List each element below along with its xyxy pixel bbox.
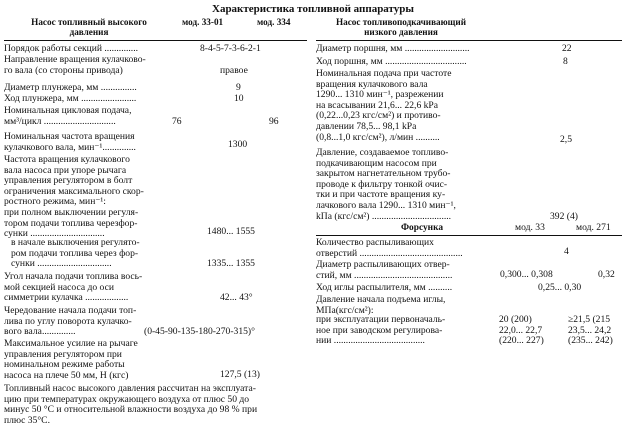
header-rule — [4, 40, 307, 41]
row-value: (0-45-90-135-180-270-315)° — [144, 326, 255, 337]
injector-rule — [316, 235, 622, 236]
row-label: Направление вращения кулачково- го вала (со стороны привода) — [4, 54, 146, 76]
page-title: Характеристика топливной аппаратуры — [212, 3, 414, 15]
header-col-mod-33-01: мод. 33-01 — [182, 17, 224, 27]
injector-section-title: Форсунка — [401, 223, 444, 233]
row-value-col2: 0,32 — [598, 269, 615, 280]
row-value: 392 (4) — [550, 211, 578, 222]
row-label: Диаметр плунжера, мм ............... — [4, 82, 137, 93]
row-label: Частота вращения кулачкового вала насоса при упоре рычага управления регулятором в болт ограничения максимального скор- ростного режима, мин⁻¹: при полном выключении регуля- тором подачи топлива черезфор- сунки ............................... — [4, 154, 144, 240]
row-label: Угол начала подачи топлива вось- мой секцией насоса до оси симметрии кулачка .................. — [4, 271, 143, 304]
row-value: 22 — [562, 43, 572, 54]
row-value-col1: 76 — [172, 116, 182, 127]
row-value: 8-4-5-7-3-6-2-1 — [200, 43, 261, 54]
operating-conditions-note: Топливный насос высокого давления рассчитан на эксплуата- цию при температурах окружающего воздуха от плюс 50 до минус 50 °С и относительной влажности воздуха до 98 % при плюс 35°С. — [4, 383, 258, 426]
row-label: Ход иглы распылителя, мм .......... — [316, 282, 453, 293]
row-label: Диаметр поршня, мм ........................... — [316, 43, 470, 54]
row-value-col2: ≥21,5 (215 23,5... 24,2 (235... 242) — [568, 314, 613, 347]
row-value: правое — [220, 65, 248, 76]
header-col-mod-334: мод. 334 — [257, 17, 291, 27]
row-label: Порядок работы секций .............. — [4, 43, 138, 54]
row-value: 4 — [564, 246, 569, 257]
row-label: Максимальное усилие на рычаге управления регулятором при номинальном режиме работы насоса на плече 50 мм, Н (кгс) — [4, 338, 138, 381]
row-value: 1335... 1355 — [207, 258, 255, 269]
row-label: Диаметр распыливающих отвер- стий, мм ......................................... — [316, 259, 453, 281]
row-value: 0,25... 0,30 — [538, 282, 582, 293]
row-label: Номинальная цикловая подача, мм³/цикл .............................. — [4, 105, 132, 127]
row-value-col2: 96 — [269, 116, 279, 127]
row-value-col1: 20 (200) 22,0... 22,7 (220... 227) — [499, 314, 544, 347]
row-value: 2,5 — [560, 134, 572, 145]
row-value: 10 — [234, 93, 244, 104]
header-col-mod-271: мод. 271 — [576, 222, 611, 233]
row-value: 1480... 1555 — [207, 226, 255, 237]
left-column — [4, 0, 307, 433]
row-value: 1300 — [228, 139, 248, 150]
row-label: при эксплуатации первоначаль- ное при заводском регулирова- нии ...................................... — [316, 314, 446, 347]
header-label-line2: давления — [69, 27, 109, 37]
row-label: Номинальная подача при частоте вращения кулачкового вала 1290... 1310 мин⁻¹, разрежении на всасывании 21,6... 22,6 kPa (0,22...0,23 кгс/см²) и противо- давлении 78,5... 98,1 kPa (0,8...1,0 кгс/см²), л/мин .......... — [316, 68, 452, 143]
header-col-mod-33: мод. 33 — [515, 222, 545, 233]
right-column — [316, 0, 622, 433]
row-label: Номинальная частота вращения кулачкового вала, мин⁻¹.............. — [4, 131, 136, 153]
row-label: Давление начала подъема иглы, МПа(кгс/см²): — [316, 294, 446, 316]
row-value: 127,5 (13) — [220, 369, 260, 380]
row-label: Чередование начала подачи топ- лива по углу поворота кулачко- вого вала.............. — [4, 305, 137, 338]
row-label: Давление, создаваемое топливо- подкачивающим насосом при закрытом нагнетательном трубо- проводе к фильтру тонкой очис- тки и при частоте вращения ку- лачкового вала 1290... 1310 мин⁻¹, kПa (кгс/см²) ................................. — [316, 147, 456, 222]
row-label: Ход поршня, мм .................................. — [316, 56, 467, 67]
row-label: в начале выключения регулято- ром подачи топлива через фор- сунки ............................... — [11, 237, 140, 270]
row-label: Количество распыливающих отверстий ........................................... — [316, 237, 463, 259]
row-value: 9 — [236, 82, 241, 93]
row-value: 8 — [563, 56, 568, 67]
header-label-line1: Насос топливоподкачивающий — [335, 17, 467, 27]
row-value-col1: 0,300... 0,308 — [500, 269, 553, 280]
header-label-line1: Насос топливный высокого — [31, 17, 147, 27]
row-value: 42... 43° — [220, 292, 253, 303]
row-label: Ход плунжера, мм ....................... — [4, 93, 137, 104]
header-label-line2: низкого давления — [364, 27, 438, 37]
header-rule — [316, 40, 622, 41]
